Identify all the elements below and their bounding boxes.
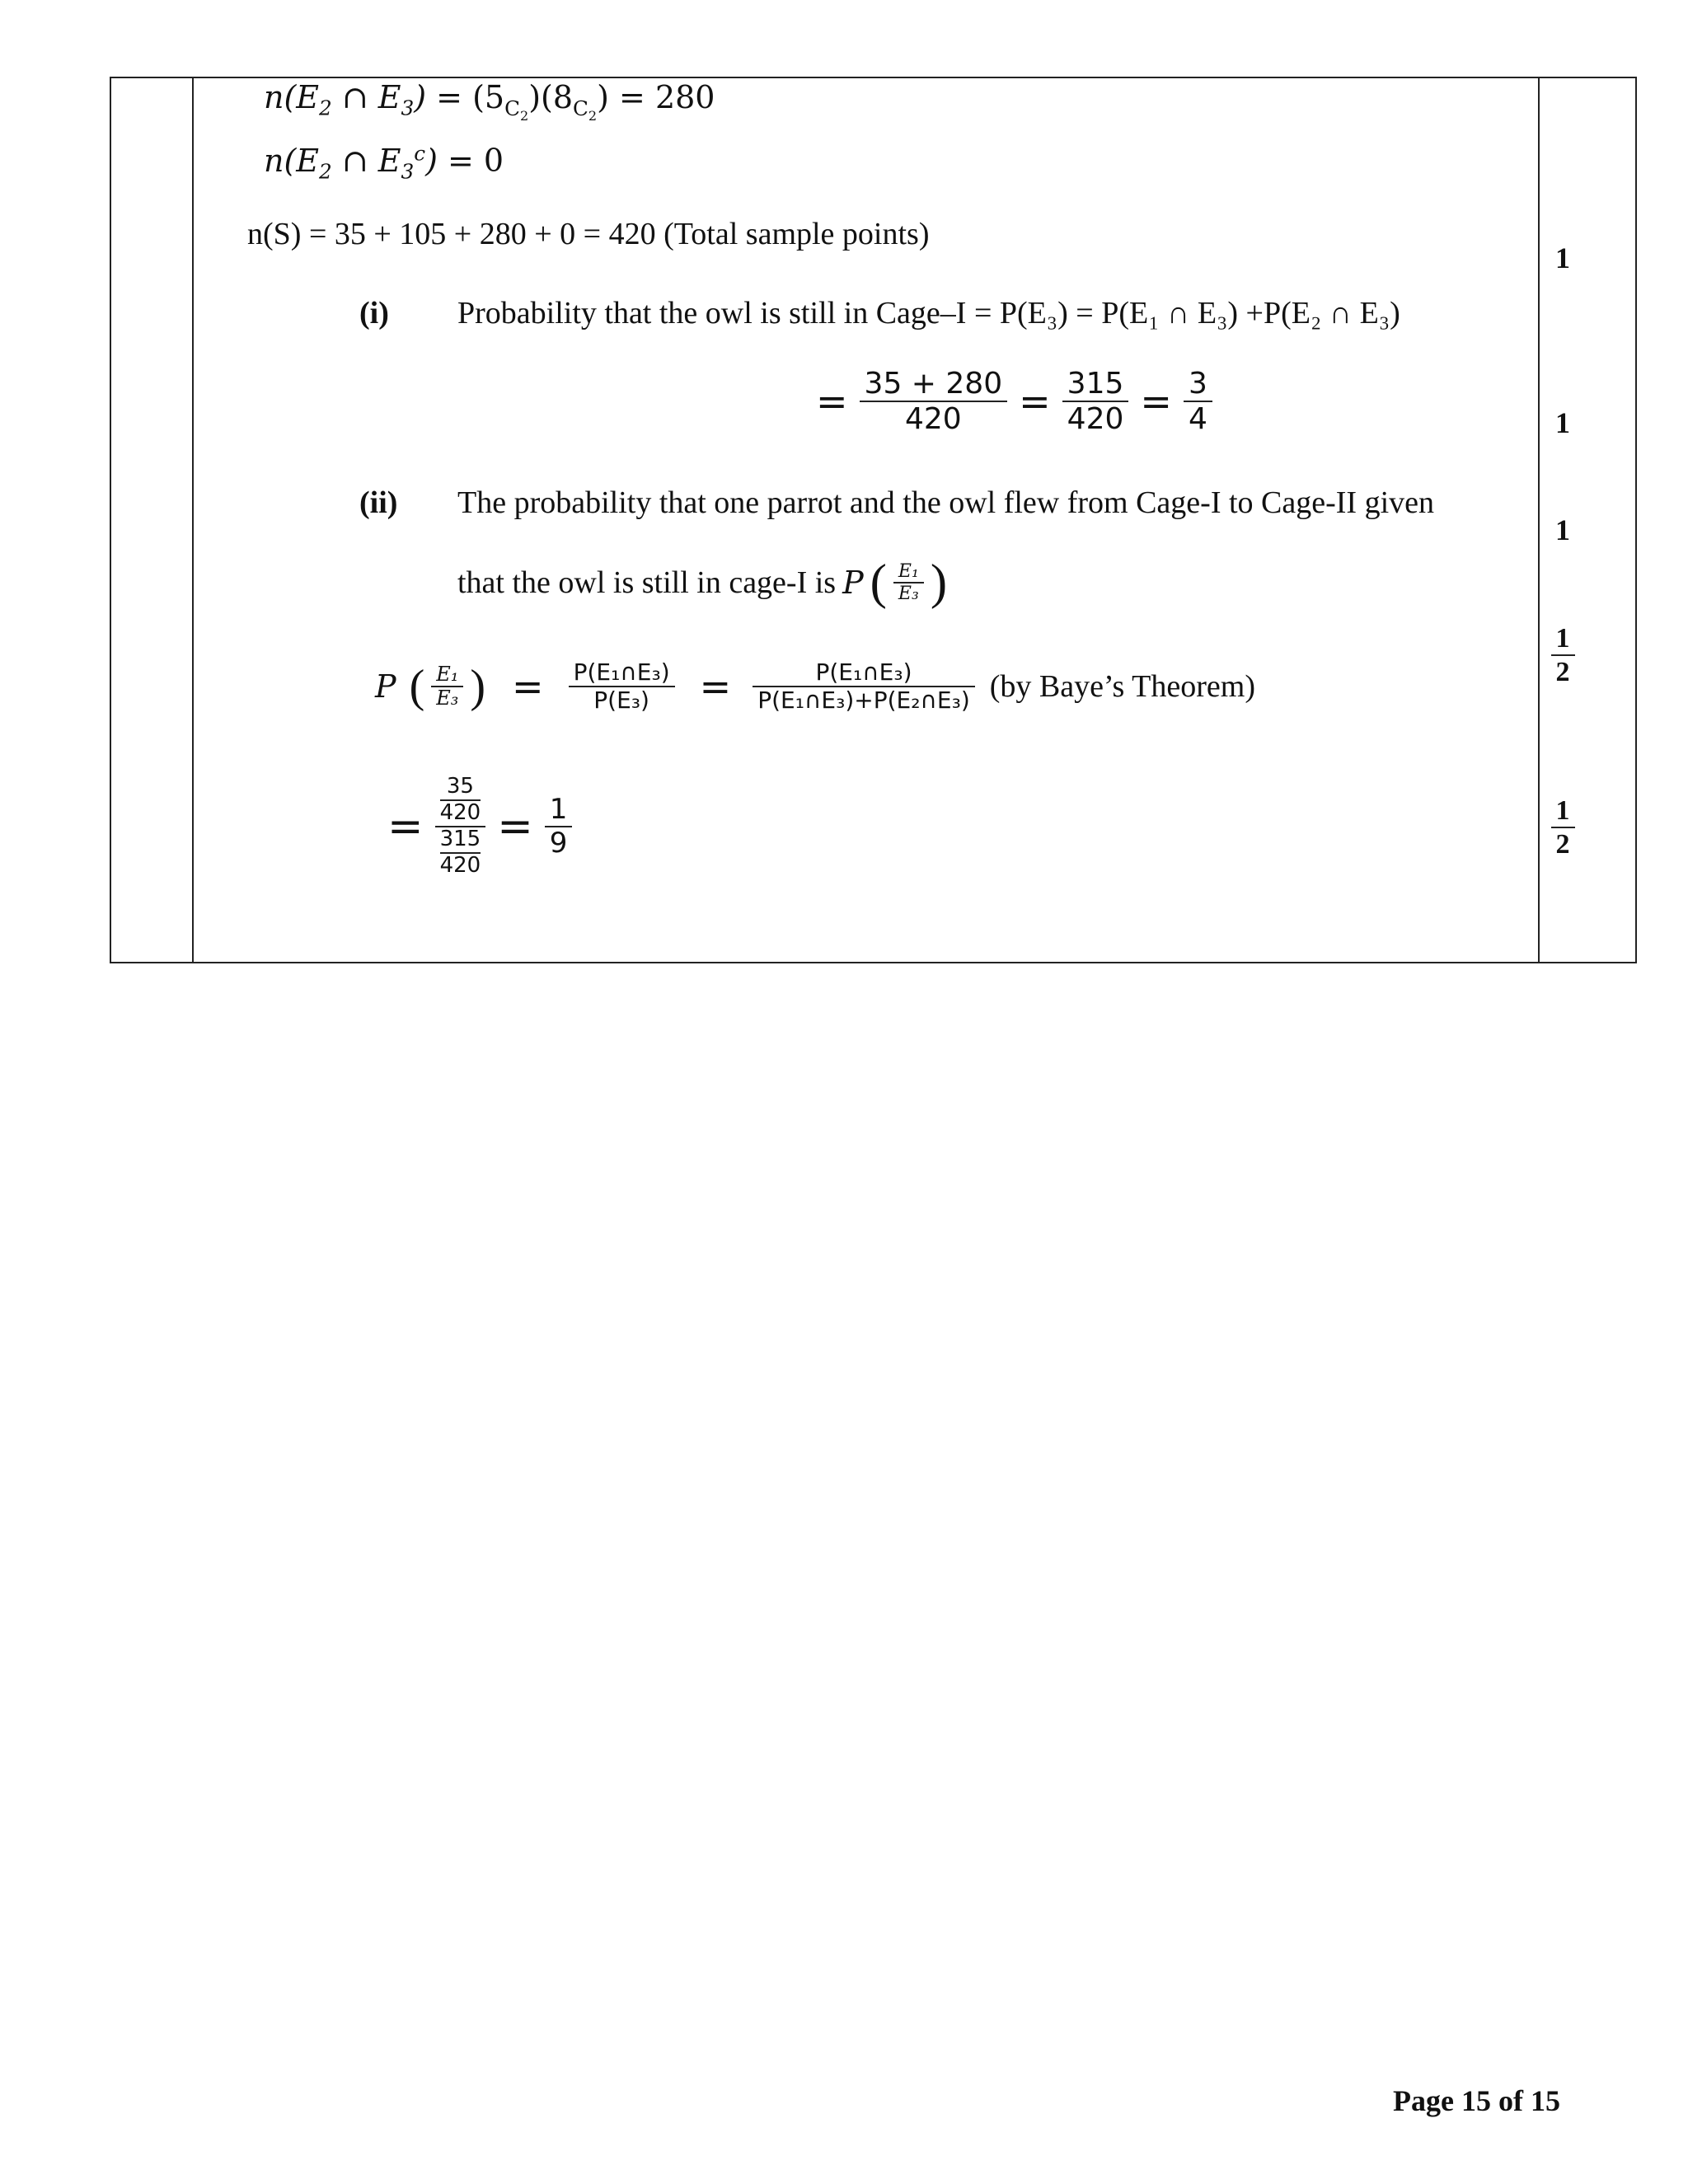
fraction-bayes-expansion: $\frac{\text{P(E₁∩E₃)}}{\text{P(E₁∩E₃)+P(E₂∩E₃)}}$ xyxy=(753,659,975,714)
fraction-35-280-over-420: $\frac{35 + 280}{420}$ xyxy=(860,367,1008,437)
final-result: = 35 420 315 420 = $\frac{1}{9}$ xyxy=(387,775,572,879)
mark-1-sample-space: 1 xyxy=(1555,241,1570,274)
fraction-3-over-4: $\frac{3}{4}$ xyxy=(1184,367,1212,437)
total-sample-points: n(S) = 35 + 105 + 280 + 0 = 420 (Total sample points) xyxy=(247,217,930,251)
part-ii-statement-line2: that the owl is still in cage-I is P ( $\frac{\text{E₁}}{\text{E₃}}$ ) xyxy=(457,555,948,610)
equation-n-e2-e3: $n(E_2$ ∩ $E_3) = (5_{C_2})(8_{C_2}) = 280$ xyxy=(264,79,715,124)
mark-half-result: $\frac{1}{2}$ xyxy=(1538,794,1587,860)
equation-n-e2-e3-complement: $n(E_2$ ∩ $E_3^c) = 0$ xyxy=(264,141,504,184)
mark-1-part-ii: 1 xyxy=(1555,513,1570,546)
page-number: Page 15 of 15 xyxy=(1393,2084,1560,2117)
bayes-formula: P ( $\frac{\text{E₁}}{\text{E₃}}$ ) = $\frac{\text{P(E₁∩E₃)}}{\text{P(E₃)}}$ = $\frac{\text{P(E₁∩E₃)}}{\text{P(E₁∩E₃)+P(E₂∩E₃)}}$ (by Baye’s Theorem) xyxy=(375,658,1255,715)
table-column-divider-left xyxy=(192,77,194,963)
compound-fraction: 35 420 315 420 xyxy=(435,775,486,879)
part-i-calculation: = $\frac{35 + 280}{420}$ = $\frac{315}{420}$ = $\frac{3}{4}$ xyxy=(816,367,1212,437)
fraction-315-over-420: $\frac{315}{420}$ xyxy=(1062,367,1129,437)
part-i-statement: Probability that the owl is still in Cage–I = P(E₃) = P(E₁ ∩ E₃) +P(E₂ ∩ E₃) xyxy=(457,296,1400,330)
bayes-theorem-note: (by Baye’s Theorem) xyxy=(989,669,1255,705)
fraction-1-over-9: $\frac{1}{9}$ xyxy=(545,794,573,860)
fraction-e1-over-e3: $\frac{\text{E₁}}{\text{E₃}}$ xyxy=(893,561,924,605)
part-ii-label: (ii) xyxy=(359,485,398,520)
part-i-label: (i) xyxy=(359,296,389,330)
mark-half-bayes: $\frac{1}{2}$ xyxy=(1538,622,1587,688)
mark-1-part-i: 1 xyxy=(1555,406,1570,439)
fraction-p-e1e3-over-p-e3: $\frac{\text{P(E₁∩E₃)}}{\text{P(E₃)}}$ xyxy=(569,659,675,714)
fraction-e1-over-e3-lhs: $\frac{\text{E₁}}{\text{E₃}}$ xyxy=(431,663,463,710)
part-ii-statement-line1: The probability that one parrot and the owl flew from Cage-I to Cage-II given xyxy=(457,485,1434,520)
